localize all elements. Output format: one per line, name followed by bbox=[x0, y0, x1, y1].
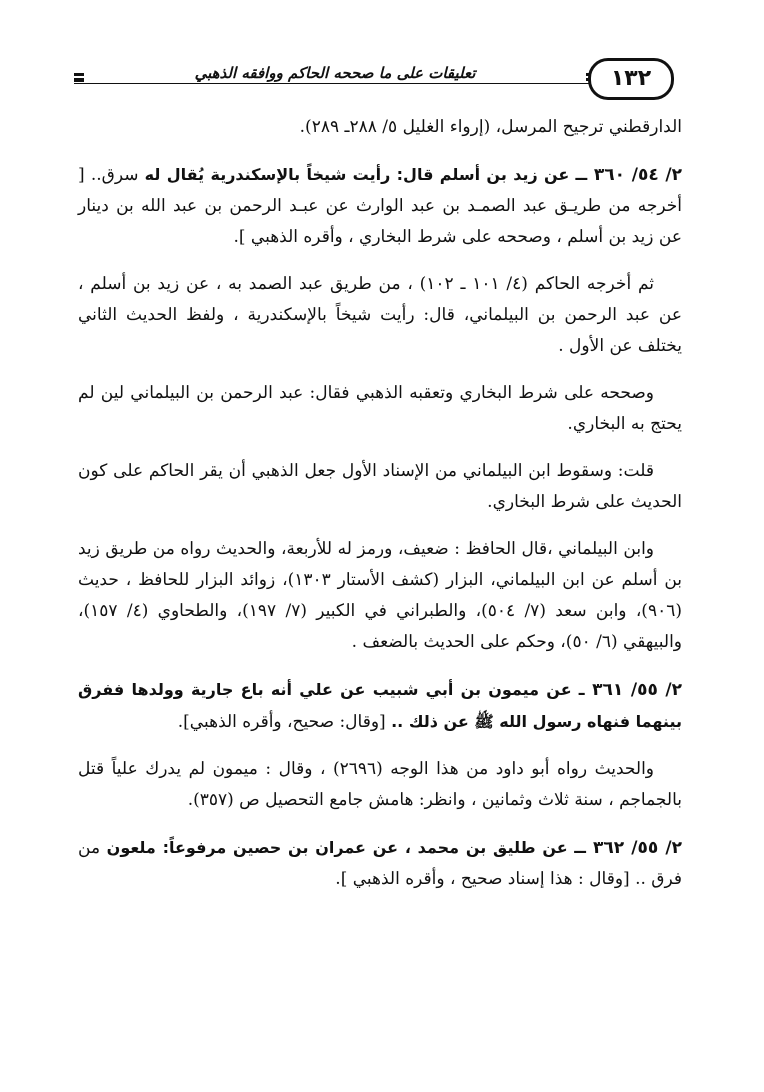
hadith-heading: عن زيد بن أسلم قال: رأيت شيخاً بالإسكندرية يُقال له bbox=[144, 165, 570, 184]
paragraph-text: الدارقطني ترجيح المرسل، (إرواء الغليل ٥/ ٢٨٨ـ ٢٨٩). bbox=[299, 117, 682, 137]
hadith-entry bbox=[78, 674, 682, 738]
paragraph-text: وابن البيلماني ،قال الحافظ : ضعيف، ورمز له للأربعة، والحديث رواه من طريق زيد بن أسلم عن ابن البيلماني، البزار (كشف الأستار ١٣٠٣)، زوائد البزار للحافظ ، حديث (٩٠٦)، وابن سعد (٧/ ٥٠٤)، والطبراني في الكبير (٧/ ١٩٧)، والطحاوي (٤/ ١٥٧)، والبيهقي (٦/ ٥٠)، وحكم على الحديث بالضعف . bbox=[78, 539, 682, 652]
commentary-paragraph bbox=[78, 269, 682, 362]
paragraph-text: قلت: وسقوط ابن البيلماني من الإسناد الأول جعل الذهبي أن يقر الحاكم على كون الحديث على شرط البخاري. bbox=[78, 461, 682, 512]
hadith-entry bbox=[78, 832, 682, 895]
hadith-heading: عن ميمون بن أبي شبيب عن علي أنه باع جارية وولدها ففرق بينهما فنهاه رسول الله ﷺ عن ذلك .. bbox=[78, 680, 682, 731]
hadith-heading: عن طليق بن محمد ، عن عمران بن حصين مرفوعاً: ملعون bbox=[106, 838, 568, 857]
page-body bbox=[78, 112, 682, 911]
hadith-entry bbox=[78, 159, 682, 253]
paragraph-text: وصححه على شرط البخاري وتعقبه الذهبي فقال: عبد الرحمن بن البيلماني لين لم يحتج به البخاري. bbox=[78, 383, 682, 434]
hadith-reference: ٢/ ٥٥/ ٣٦٢ ــ bbox=[574, 838, 682, 858]
commentary-paragraph bbox=[78, 534, 682, 658]
hadith-text: من فرق .. [وقال : هذا إسناد صحيح ، وأقره الذهبي ]. bbox=[78, 838, 682, 889]
paragraph-continuation bbox=[78, 112, 682, 143]
hadith-text: سرق.. [ أخرجه من طريـق عبد الصمـد بن عبد الوارث عن عبـد الرحمن بن عبد الله بن دينار عن زيد بن أسلم ، وصححه على شرط البخاري ، وأقره الذهبي ]. bbox=[78, 165, 682, 247]
page-header bbox=[74, 58, 674, 102]
page-number: ١٣٢ bbox=[588, 58, 674, 100]
commentary-paragraph bbox=[78, 378, 682, 440]
commentary-paragraph bbox=[78, 456, 682, 518]
hadith-reference: ٢/ ٥٤/ ٣٦٠ ــ bbox=[575, 165, 683, 185]
hadith-text: [وقال: صحيح، وأقره الذهبي]. bbox=[177, 712, 386, 732]
running-title: تعليقات على ما صححه الحاكم ووافقه الذهبي bbox=[187, 64, 484, 82]
paragraph-text: والحديث رواه أبو داود من هذا الوجه (٢٦٩٦) ، وقال : ميمون لم يدرك علياً قتل بالجماجم ، سنة ثلاث وثمانين ، وانظر: هامش جامع التحصيل ص (٣٥٧). bbox=[78, 759, 682, 810]
paragraph-text: ثم أخرجه الحاكم (٤/ ١٠١ ـ ١٠٢) ، من طريق عبد الصمد به ، عن زيد بن أسلم ، عن عبد الرحمن بن البيلماني، قال: رأيت شيخاً بالإسكندرية ، ولفظ الحديث الثاني يختلف عن الأول . bbox=[78, 274, 682, 356]
hadith-reference: ٢/ ٥٥/ ٣٦١ ـ bbox=[578, 680, 683, 700]
commentary-paragraph bbox=[78, 754, 682, 816]
